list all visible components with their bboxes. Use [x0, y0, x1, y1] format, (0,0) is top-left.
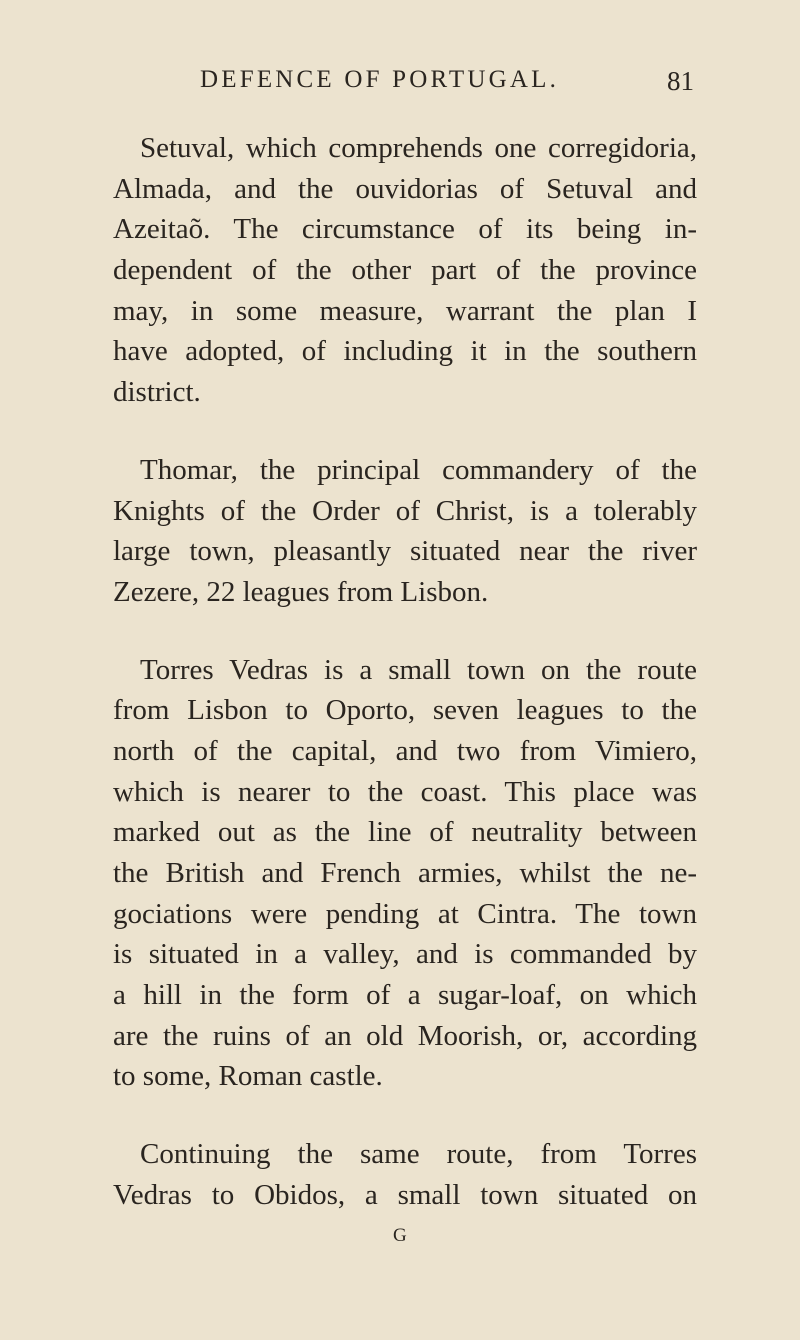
text-line: a hill in the form of a sugar-loaf, on which — [113, 979, 697, 1012]
text-line: Setuval, which comprehends one corregidoria, — [140, 132, 697, 164]
paragraph — [113, 128, 697, 413]
text-line: to some, Roman castle. — [113, 1060, 383, 1093]
text-line: are the ruins of an old Moorish, or, according — [113, 1019, 697, 1052]
running-head — [200, 66, 694, 106]
paragraph-gap — [113, 613, 697, 650]
signature-mark: G — [393, 1225, 408, 1246]
text-line: Vedras to Obidos, a small town situated on — [113, 1178, 697, 1211]
text-line: large town, pleasantly situated near the river — [113, 535, 697, 568]
text-line: the British and French armies, whilst the ne- — [113, 857, 697, 889]
paragraph-gap — [113, 1097, 697, 1134]
text-line: which is nearer to the coast. This place was — [113, 775, 697, 808]
text-line: is situated in a valley, and is commanded by — [113, 938, 697, 971]
text-line: Almada, and the ouvidorias of Setuval and — [113, 172, 697, 205]
paragraph — [113, 650, 697, 1098]
text-line: Azeitaõ. The circumstance of its being in- — [113, 213, 697, 246]
text-line: gociations were pending at Cintra. The town — [113, 897, 697, 930]
text-line: may, in some measure, warrant the plan I — [113, 294, 697, 327]
paragraph — [113, 450, 697, 613]
text-line: Torres Vedras is a small town on the route — [140, 653, 697, 686]
text-line: have adopted, of including it in the southern — [113, 335, 697, 368]
running-title: DEFENCE OF PORTUGAL. — [200, 66, 560, 93]
text-line: north of the capital, and two from Vimiero, — [113, 734, 697, 767]
text-line: marked out as the line of neutrality between — [113, 816, 697, 849]
text-line: Knights of the Order of Christ, is a tolerably — [113, 494, 697, 527]
text-line: dependent of the other part of the province — [113, 254, 697, 287]
body-text — [113, 128, 697, 1216]
text-line: district. — [113, 376, 201, 409]
paragraph — [113, 1134, 697, 1215]
text-line: Continuing the same route, from Torres — [140, 1138, 697, 1171]
page-number: 81 — [667, 66, 694, 96]
text-line: from Lisbon to Oporto, seven leagues to the — [113, 694, 697, 727]
paragraph-gap — [113, 413, 697, 450]
text-line: Zezere, 22 leagues from Lisbon. — [113, 575, 489, 608]
text-line: Thomar, the principal commandery of the — [140, 453, 697, 486]
